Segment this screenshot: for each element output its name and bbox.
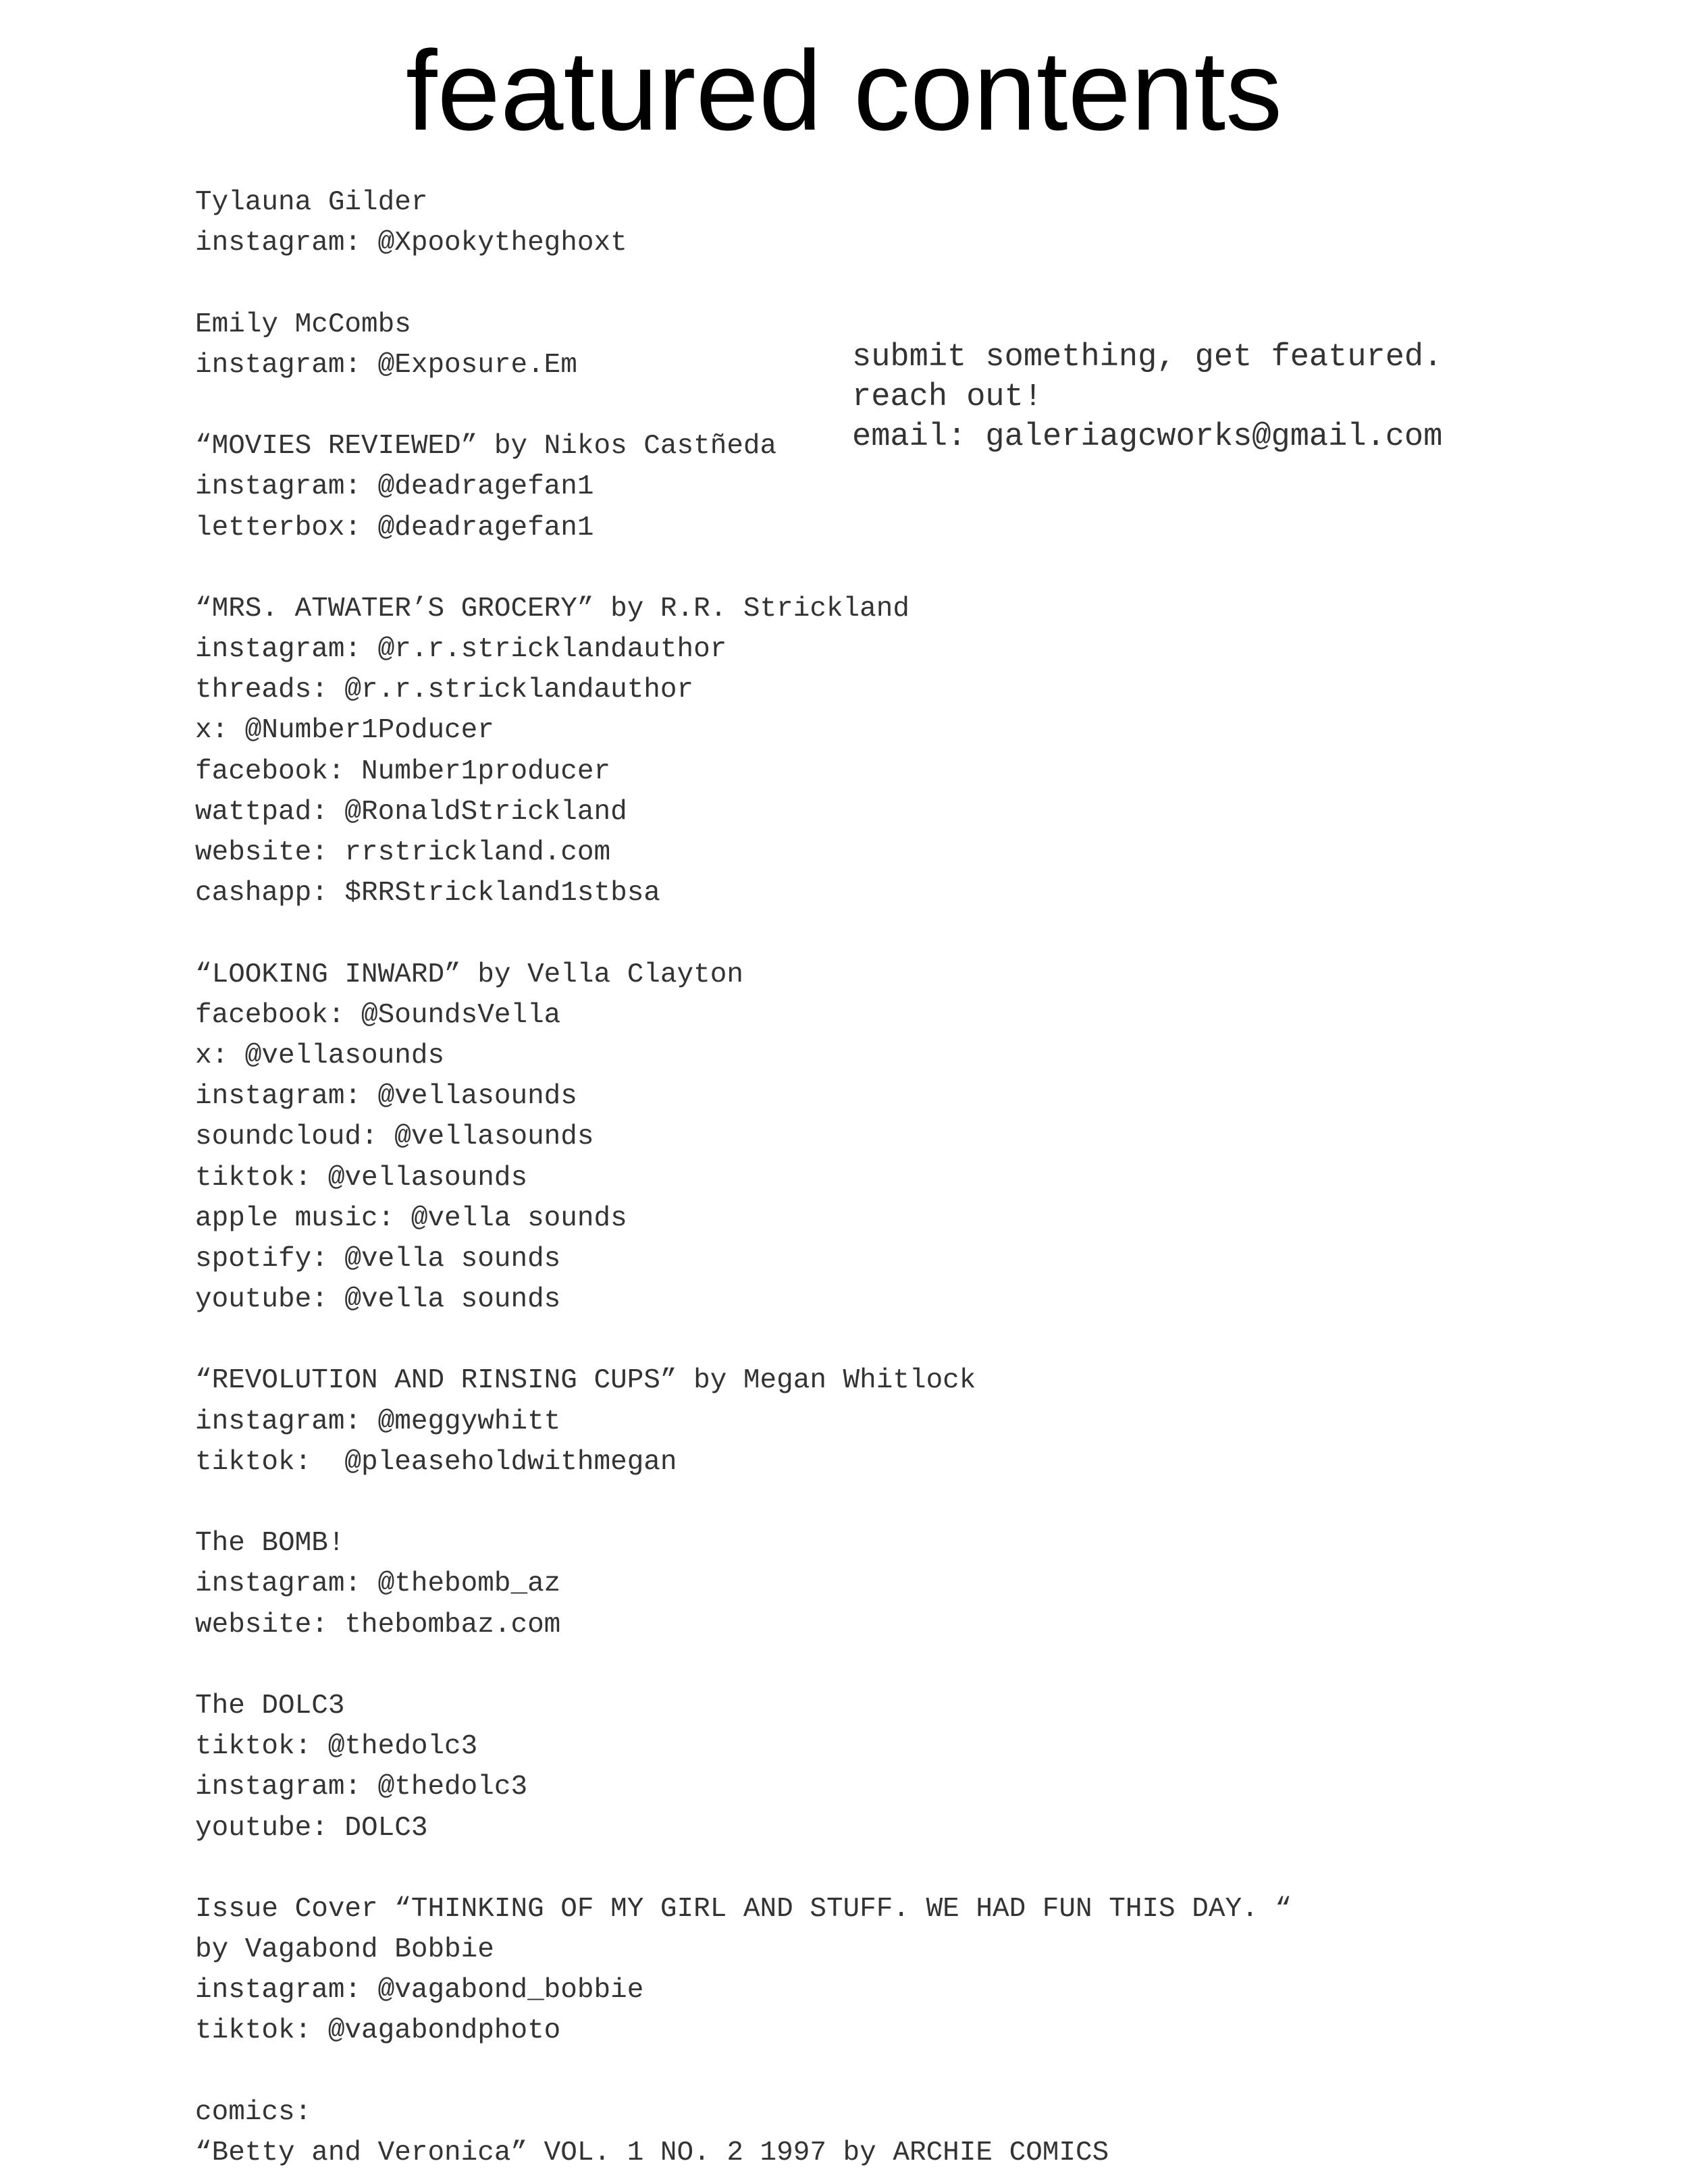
credit-line: tiktok: @vagabondphoto	[195, 2015, 561, 2047]
credit-line: The BOMB!	[195, 1528, 345, 1560]
credit-line: “LOOKING INWARD” by Vella Clayton	[195, 959, 743, 990]
credit-line: Tylauna Gilder	[195, 187, 428, 218]
credit-line: tiktok: @thedolc3	[195, 1731, 478, 1763]
credit-line: spotify: @vella sounds	[195, 1243, 561, 1275]
credit-line: instagram: @thedolc3	[195, 1772, 528, 1803]
credit-line: tiktok: @pleaseholdwithmegan	[195, 1446, 677, 1478]
credit-line: facebook: Number1producer	[195, 755, 611, 787]
blank-line	[195, 913, 1292, 954]
credit-line: youtube: @vella sounds	[195, 1284, 561, 1316]
credit-line: x: @Number1Poducer	[195, 715, 494, 747]
credit-line: instagram: @vellasounds	[195, 1081, 577, 1113]
credit-line: apple music: @vella sounds	[195, 1202, 627, 1234]
credit-line: soundcloud: @vellasounds	[195, 1121, 594, 1153]
blank-line	[195, 2052, 1292, 2092]
credit-line: Emily McCombs	[195, 309, 411, 340]
credit-line: instagram: @Exposure.Em	[195, 349, 577, 381]
credit-line: by Vagabond Bobbie	[195, 1934, 494, 1966]
credit-line: letterbox: @deadragefan1	[195, 512, 594, 543]
submit-callout-line: submit something, get featured.	[852, 340, 1443, 375]
credit-line: tiktok: @vellasounds	[195, 1162, 528, 1194]
credit-line: instagram: @thebomb_az	[195, 1568, 561, 1600]
credit-line: wattpad: @RonaldStrickland	[195, 796, 627, 828]
page-title: featured contents	[405, 27, 1283, 154]
credit-line: “MOVIES REVIEWED” by Nikos Castñeda	[195, 431, 777, 462]
blank-line	[195, 263, 1292, 304]
credit-line: The DOLC3	[195, 1690, 345, 1722]
credit-line: instagram: @vagabond_bobbie	[195, 1975, 644, 2006]
blank-line	[195, 1645, 1292, 1686]
credit-line: Issue Cover “THINKING OF MY GIRL AND STUFF. WE HAD FUN THIS DAY. “	[195, 1893, 1292, 1925]
credits-list	[195, 182, 1292, 2173]
credit-line: facebook: @SoundsVella	[195, 999, 561, 1031]
credit-line: x: @vellasounds	[195, 1040, 445, 1071]
credit-line: instagram: @r.r.stricklandauthor	[195, 634, 727, 666]
blank-line	[195, 385, 1292, 426]
blank-line	[195, 1320, 1292, 1360]
submit-callout-line: reach out!	[852, 379, 1043, 415]
blank-line	[195, 1483, 1292, 1523]
credit-line: “REVOLUTION AND RINSING CUPS” by Megan Whitlock	[195, 1365, 976, 1397]
credit-line: instagram: @Xpookytheghoxt	[195, 228, 627, 259]
credit-line: instagram: @deadragefan1	[195, 471, 594, 503]
credit-line: “Betty and Veronica” VOL. 1 NO. 2 1997 by ARCHIE COMICS	[195, 2137, 1109, 2168]
credit-line: threads: @r.r.stricklandauthor	[195, 674, 694, 706]
credit-line: “MRS. ATWATER’S GROCERY” by R.R. Strickland	[195, 593, 909, 624]
credit-line: cashapp: $RRStrickland1stbsa	[195, 878, 660, 909]
submit-email-line: email: galeriagcworks@gmail.com	[852, 419, 1443, 455]
credit-line: instagram: @meggywhitt	[195, 1406, 561, 1437]
credit-line: website: rrstrickland.com	[195, 837, 611, 868]
credit-line: comics:	[195, 2096, 312, 2128]
credit-line: website: thebombaz.com	[195, 1609, 561, 1641]
credit-line: youtube: DOLC3	[195, 1812, 428, 1844]
blank-line	[195, 548, 1292, 589]
blank-line	[195, 1848, 1292, 1889]
